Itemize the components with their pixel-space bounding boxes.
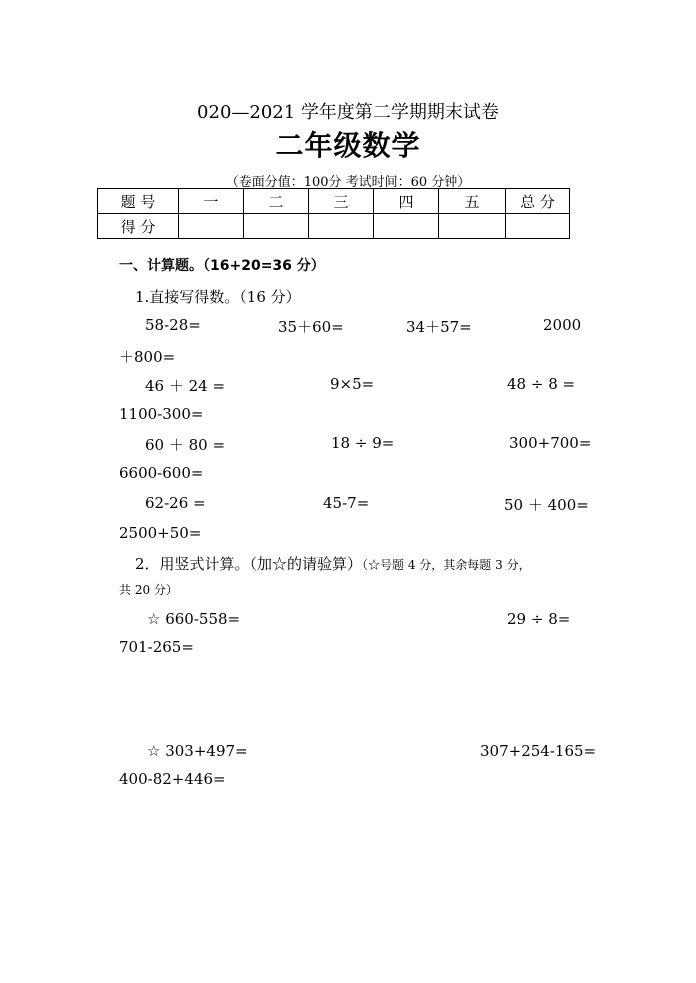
exam-title: 020—2021 学年度第二学期期末试卷: [197, 102, 499, 123]
problem: 1100-300=: [119, 405, 204, 423]
vertical-problem: 400-82+446=: [119, 770, 226, 788]
table-row: [98, 214, 570, 239]
problem: 18 ÷ 9=: [331, 434, 395, 452]
problem: ＋800=: [119, 348, 176, 366]
score-cell[interactable]: [439, 214, 506, 239]
problem: 2500+50=: [119, 524, 202, 542]
part-1-title: 1.直接写得数。（16 分）: [135, 288, 301, 306]
score-table: [97, 188, 570, 239]
score-cell[interactable]: [244, 214, 309, 239]
problem: 34＋57=: [406, 318, 472, 336]
problem: 60 ＋ 80 =: [145, 436, 226, 454]
part-2-note: （☆号题 4 分，其余每题 3 分，: [362, 558, 531, 572]
problem: 62-26 =: [145, 494, 206, 512]
table-row: [98, 189, 570, 214]
problem: 45-7=: [323, 494, 370, 512]
table-header-cell: 二: [244, 189, 309, 214]
table-header-cell: 题 号: [98, 189, 179, 214]
table-header-cell: 四: [374, 189, 439, 214]
exam-info: （卷面分值：100分 考试时间：60 分钟）: [225, 175, 471, 190]
problem: 6600-600=: [119, 464, 204, 482]
table-row-label: 得 分: [98, 214, 179, 239]
table-header-cell: 总 分: [506, 189, 570, 214]
part-2-title: [135, 553, 531, 574]
subject-title: 二年级数学: [275, 129, 421, 162]
problem: 58-28=: [145, 316, 201, 334]
part-2-note-2: 共 20 分）: [119, 583, 178, 597]
score-cell[interactable]: [309, 214, 374, 239]
vertical-problem: ☆ 303+497=: [147, 742, 248, 760]
problem: 300+700=: [509, 434, 592, 452]
score-cell[interactable]: [506, 214, 570, 239]
vertical-problem: 29 ÷ 8=: [507, 610, 571, 628]
score-cell[interactable]: [374, 214, 439, 239]
score-cell[interactable]: [179, 214, 244, 239]
problem: 9×5=: [330, 375, 375, 393]
problem: 48 ÷ 8 =: [507, 375, 576, 393]
problem: 46 ＋ 24 =: [145, 377, 226, 395]
vertical-problem: 701-265=: [119, 638, 194, 656]
table-header-cell: 三: [309, 189, 374, 214]
problem: 35＋60=: [278, 318, 344, 336]
vertical-problem: 307+254-165=: [480, 742, 597, 760]
vertical-problem: ☆ 660-558=: [147, 610, 241, 628]
part-2-title-text: 2．用竖式计算。（加☆的请验算）: [135, 555, 363, 573]
table-header-cell: 一: [179, 189, 244, 214]
table-header-cell: 五: [439, 189, 506, 214]
problem: 50 ＋ 400=: [504, 496, 589, 514]
problem: 2000: [543, 316, 582, 334]
section-1-title: 一、计算题。（16+20=36 分）: [119, 258, 325, 274]
